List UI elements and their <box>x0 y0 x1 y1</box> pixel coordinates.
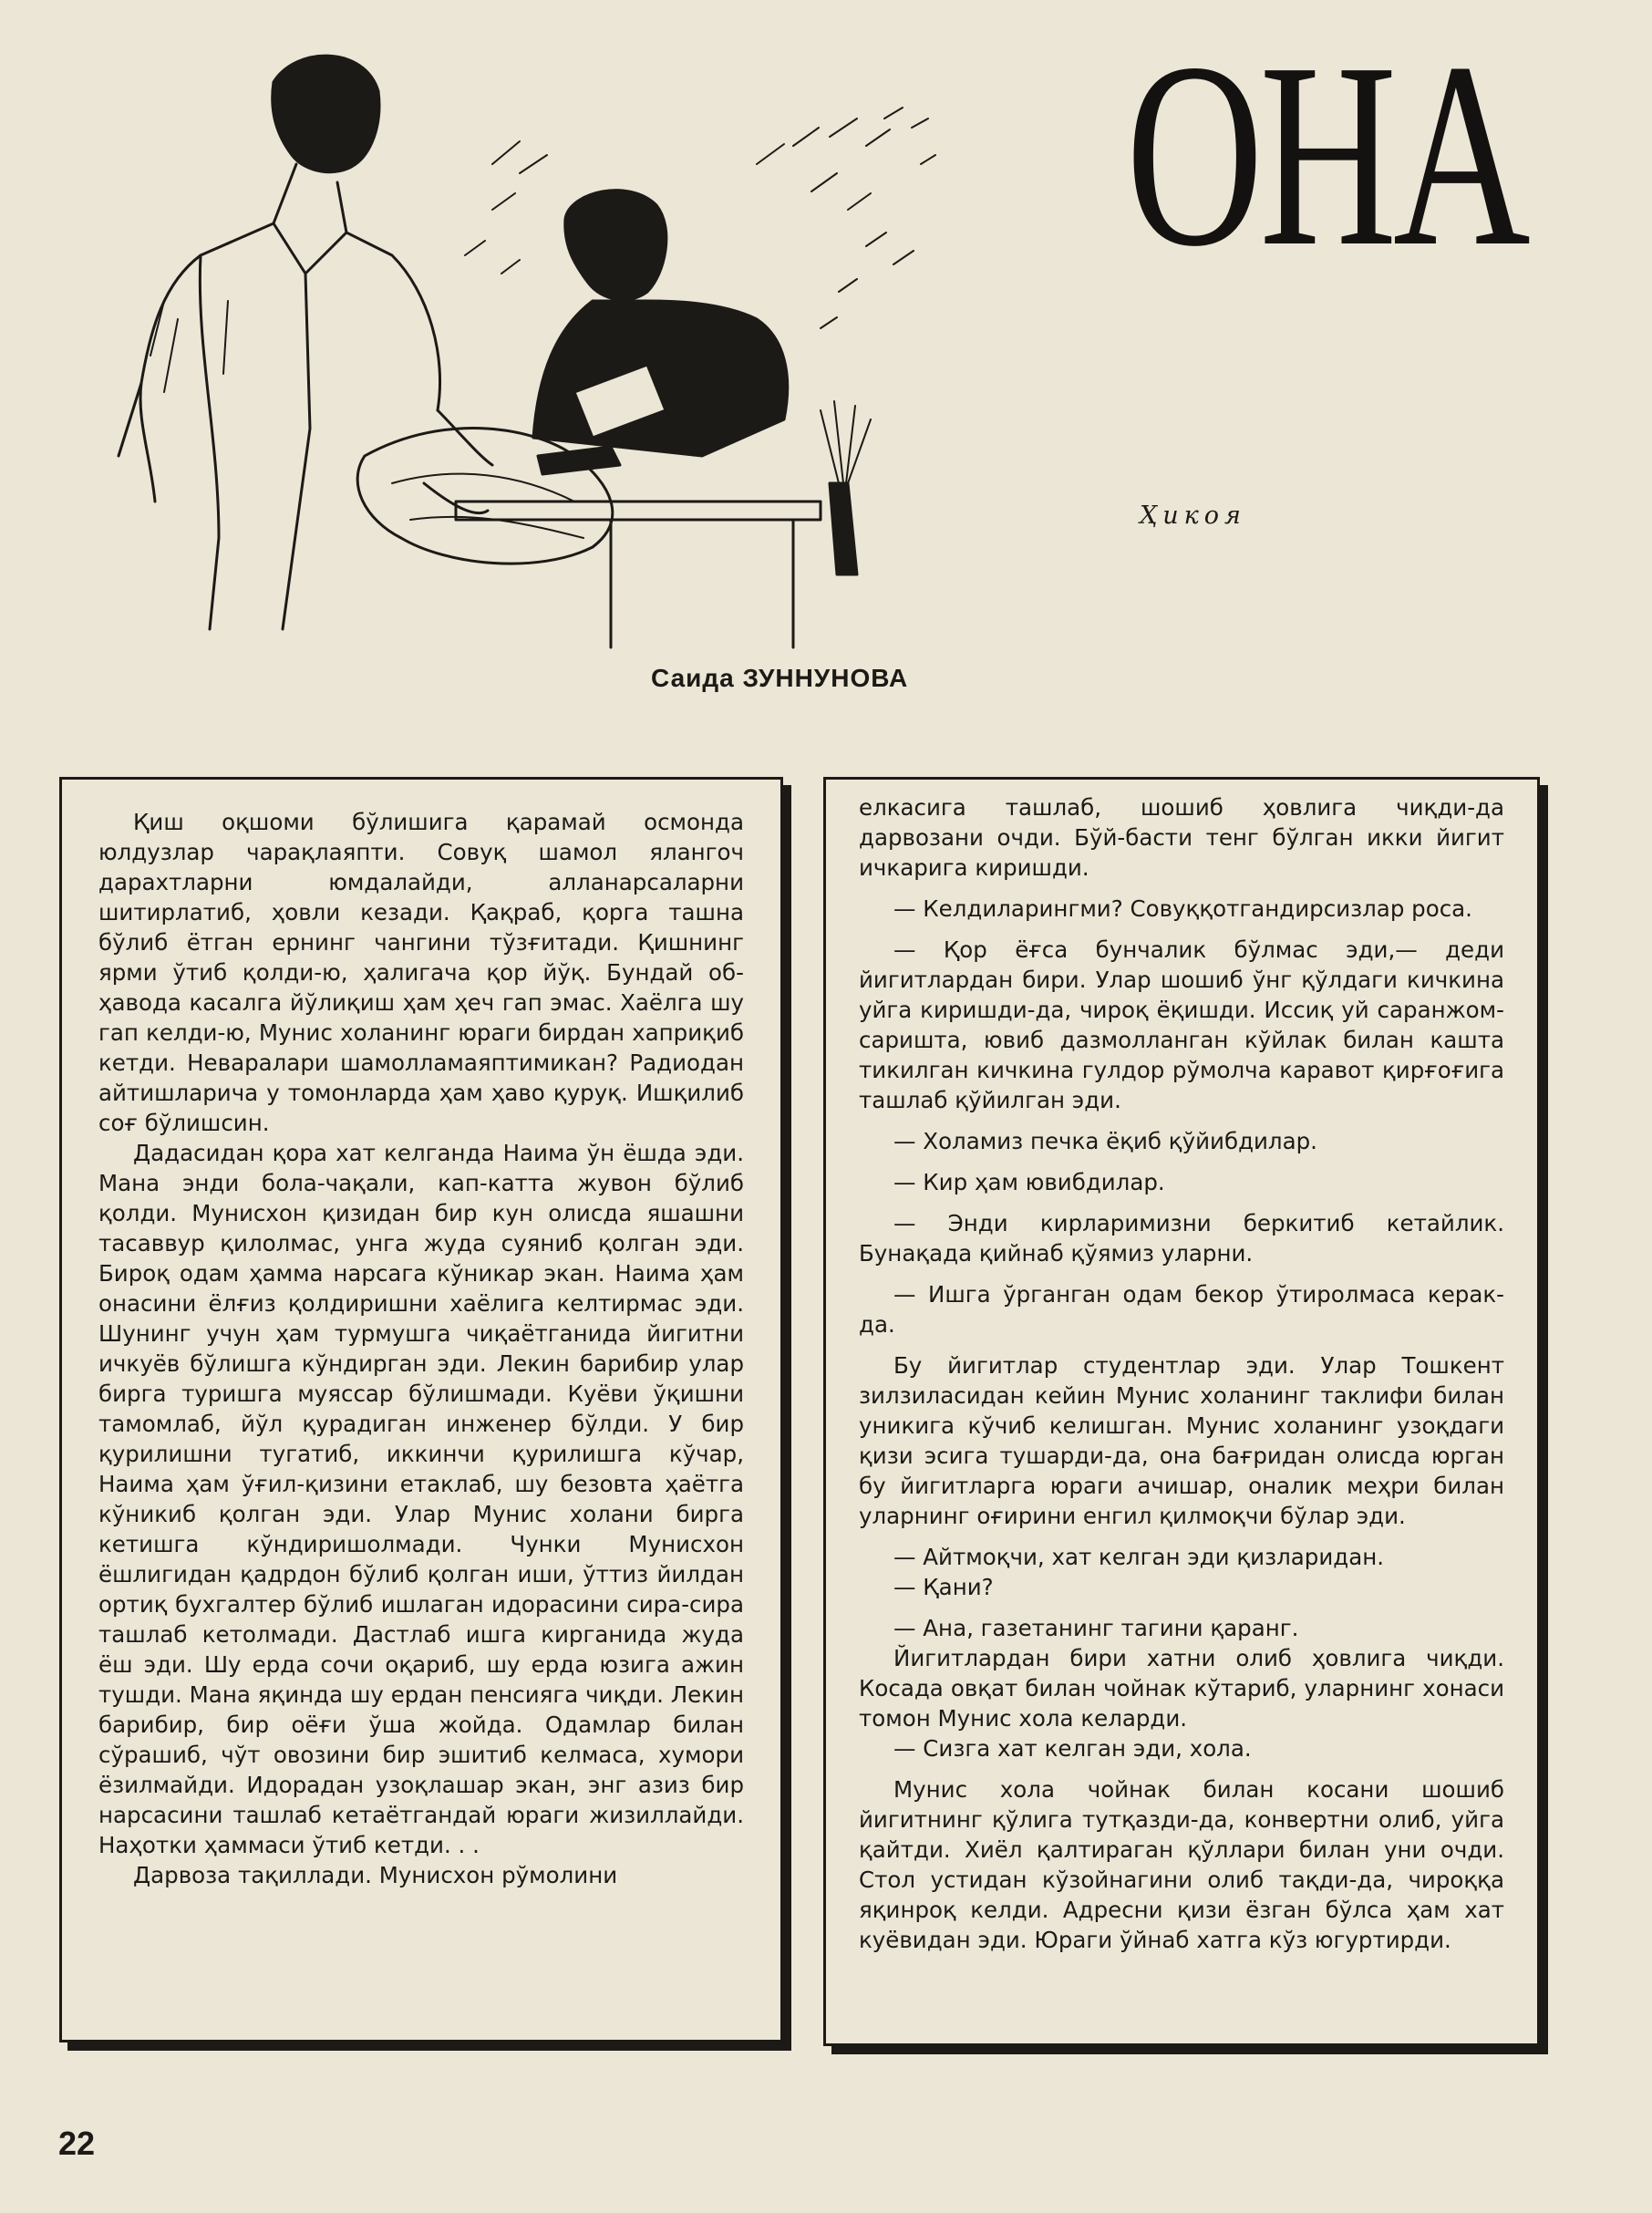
paragraph: Йигитлардан бири хатни олиб ҳовлига чиқди. Косада овқат билан чойнак кўтариб, уларнинг хонаси томон Мунис хола келарди. <box>859 1645 1504 1732</box>
paragraph: елкасига ташлаб, шошиб ҳовлига чиқди-да дарвозани очди. Бўй-басти тенг бўлган икки йигит ичкарига киришди. <box>859 794 1504 881</box>
paragraph: — Келдиларингми? Совуққотгандирсизлар роса. <box>893 895 1472 922</box>
story-illustration <box>64 27 1021 657</box>
paragraph: — Ишга ўрганган одам бекор ўтиролмаса керак-да. <box>859 1281 1504 1338</box>
paragraph: Дадасидан қора хат келганда Наима ўн ёшда эди. Мана энди бола-чақали, кап-катта жувон бўлиб қолди. Мунисхон қизидан бир кун олисда яшашни тасаввур қилолмас, унга жуда суяниб қолган эди. Бироқ одам ҳамма нарсага кўникар экан. Наима ҳам онасини ёлғиз қолдиришни хаёлига келтирмас эди. Шунинг учун ҳам турмушга чиқаётганида йигитни ичкуёв бўлишга кўндирган эди. Лекин барибир улар бирга туришга муяссар бўлишмади. Куёви ўқишни тамомлаб, йўл қурадиган инженер бўлди. У бир қурилишни тугатиб, иккинчи қурилишга кўчар, Наима ҳам ўғил-қизини етаклаб, шу безовта ҳаётга кўникиб қолган эди. Улар Мунис холани бирга кетишга кўндиришолмади. Чунки Мунисхон ёшлигидан қадрдон бўлиб қолган иши, ўттиз йилдан ортиқ бухгалтер бўлиб ишлаган идорасини сира-сира ташлаб кетолмади. Дастлаб ишга кирганида жуда ёш эди. Шу ерда сочи оқариб, шу ерда юзига ажин тушди. Мана яқинда шу ердан пенсияга чиқди. Лекин барибир, бир оёғи ўша жойда. Одамлар билан сўрашиб, чўт овозини бир эшитиб келмаса, хумори ёзилмайди. Идорадан узоқлашар экан, энг азиз бир нарсасини ташлаб кетаётгандай юраги жизиллайди. Наҳотки ҳаммаси ўтиб кетди. . . <box>98 1140 744 1858</box>
paragraph: Бу йигитлар студентлар эди. Улар Тошкент зилзиласидан кейин Мунис холанинг таклифи билан уникига кўчиб келишган. Мунис холанинг узоқдаги қизи эсига тушарди-да, она бағридан олисда юрган бу йигитларга юраги ачишар, оналик меҳри билан уларнинг оғирини енгил қилмоқчи бўлар эди. <box>859 1352 1504 1529</box>
paragraph: — Қани? <box>893 1574 994 1600</box>
paragraph: — Сизга хат келган эди, хола. <box>893 1735 1252 1762</box>
paragraph: Дарвоза тақиллади. Мунисхон рўмолини <box>133 1862 618 1888</box>
paragraph: — Энди кирларимизни беркитиб кетайлик. Бунақада қийнаб қўямиз уларни. <box>859 1210 1504 1267</box>
paragraph: — Ана, газетанинг тагини қаранг. <box>893 1615 1299 1641</box>
paragraph: — Холамиз печка ёқиб қўйибдилар. <box>893 1128 1317 1154</box>
genre-label: Ҳикоя <box>1140 502 1246 530</box>
text-column-right <box>823 777 1540 2046</box>
page-number: 22 <box>58 2125 96 2162</box>
paragraph: — Айтмоқчи, хат келган эди қизларидан. <box>893 1544 1385 1570</box>
paragraph: Мунис хола чойнак билан косани шошиб йигитнинг қўлига тутқазди-да, конвертни олиб, уйга қайтди. Хиёл қалтираган қўллари билан уни очди. Стол устидан кўзойнагини олиб тақди-да, чироққа яқинроқ келди. Адресни қизи ёзган бўлса ҳам хат куёвидан эди. Юраги ўйнаб хатга кўз югуртирди. <box>859 1776 1504 1953</box>
story-title: ОНА <box>1126 8 1527 301</box>
paragraph: — Қор ёғса бунчалик бўлмас эди,— деди йигитлардан бири. Улар шошиб ўнг қўлдаги кичкина уйга киришди-да, чироқ ёқишди. Иссиқ уй саранжом-саришта, ювиб дазмолланган кўйлак билан кашта тикилган кичкина гулдор рўмолча каравот қирғоғига ташлаб қўйилган эди. <box>859 936 1504 1113</box>
text-column-left <box>59 777 783 2042</box>
paragraph: — Кир ҳам ювибдилар. <box>893 1169 1165 1195</box>
author-name: Саида ЗУННУНОВА <box>651 664 909 692</box>
paragraph: Қиш оқшоми бўлишига қарамай осмонда юлдузлар чарақлаяпти. Совуқ шамол ялангоч дарахтларни юмдалайди, алланарсаларни шитирлатиб, ҳовли кезади. Қақраб, қорга ташна бўлиб ётган ернинг чангини тўзғитади. Қишнинг ярми ўтиб қолди-ю, ҳалигача қор йўқ. Бундай об-ҳавода касалга йўлиқиш ҳам ҳеч гап эмас. Хаёлга шу гап келди-ю, Мунис холанинг юраги бирдан хаприқиб кетди. Невaралари шамолламаяптимикан? Радиодан айтишларича у томонларда ҳам ҳаво қуруқ. Ишқилиб соғ бўлишсин. <box>98 809 744 1136</box>
two-young-men-reading-letters-icon <box>119 56 935 647</box>
